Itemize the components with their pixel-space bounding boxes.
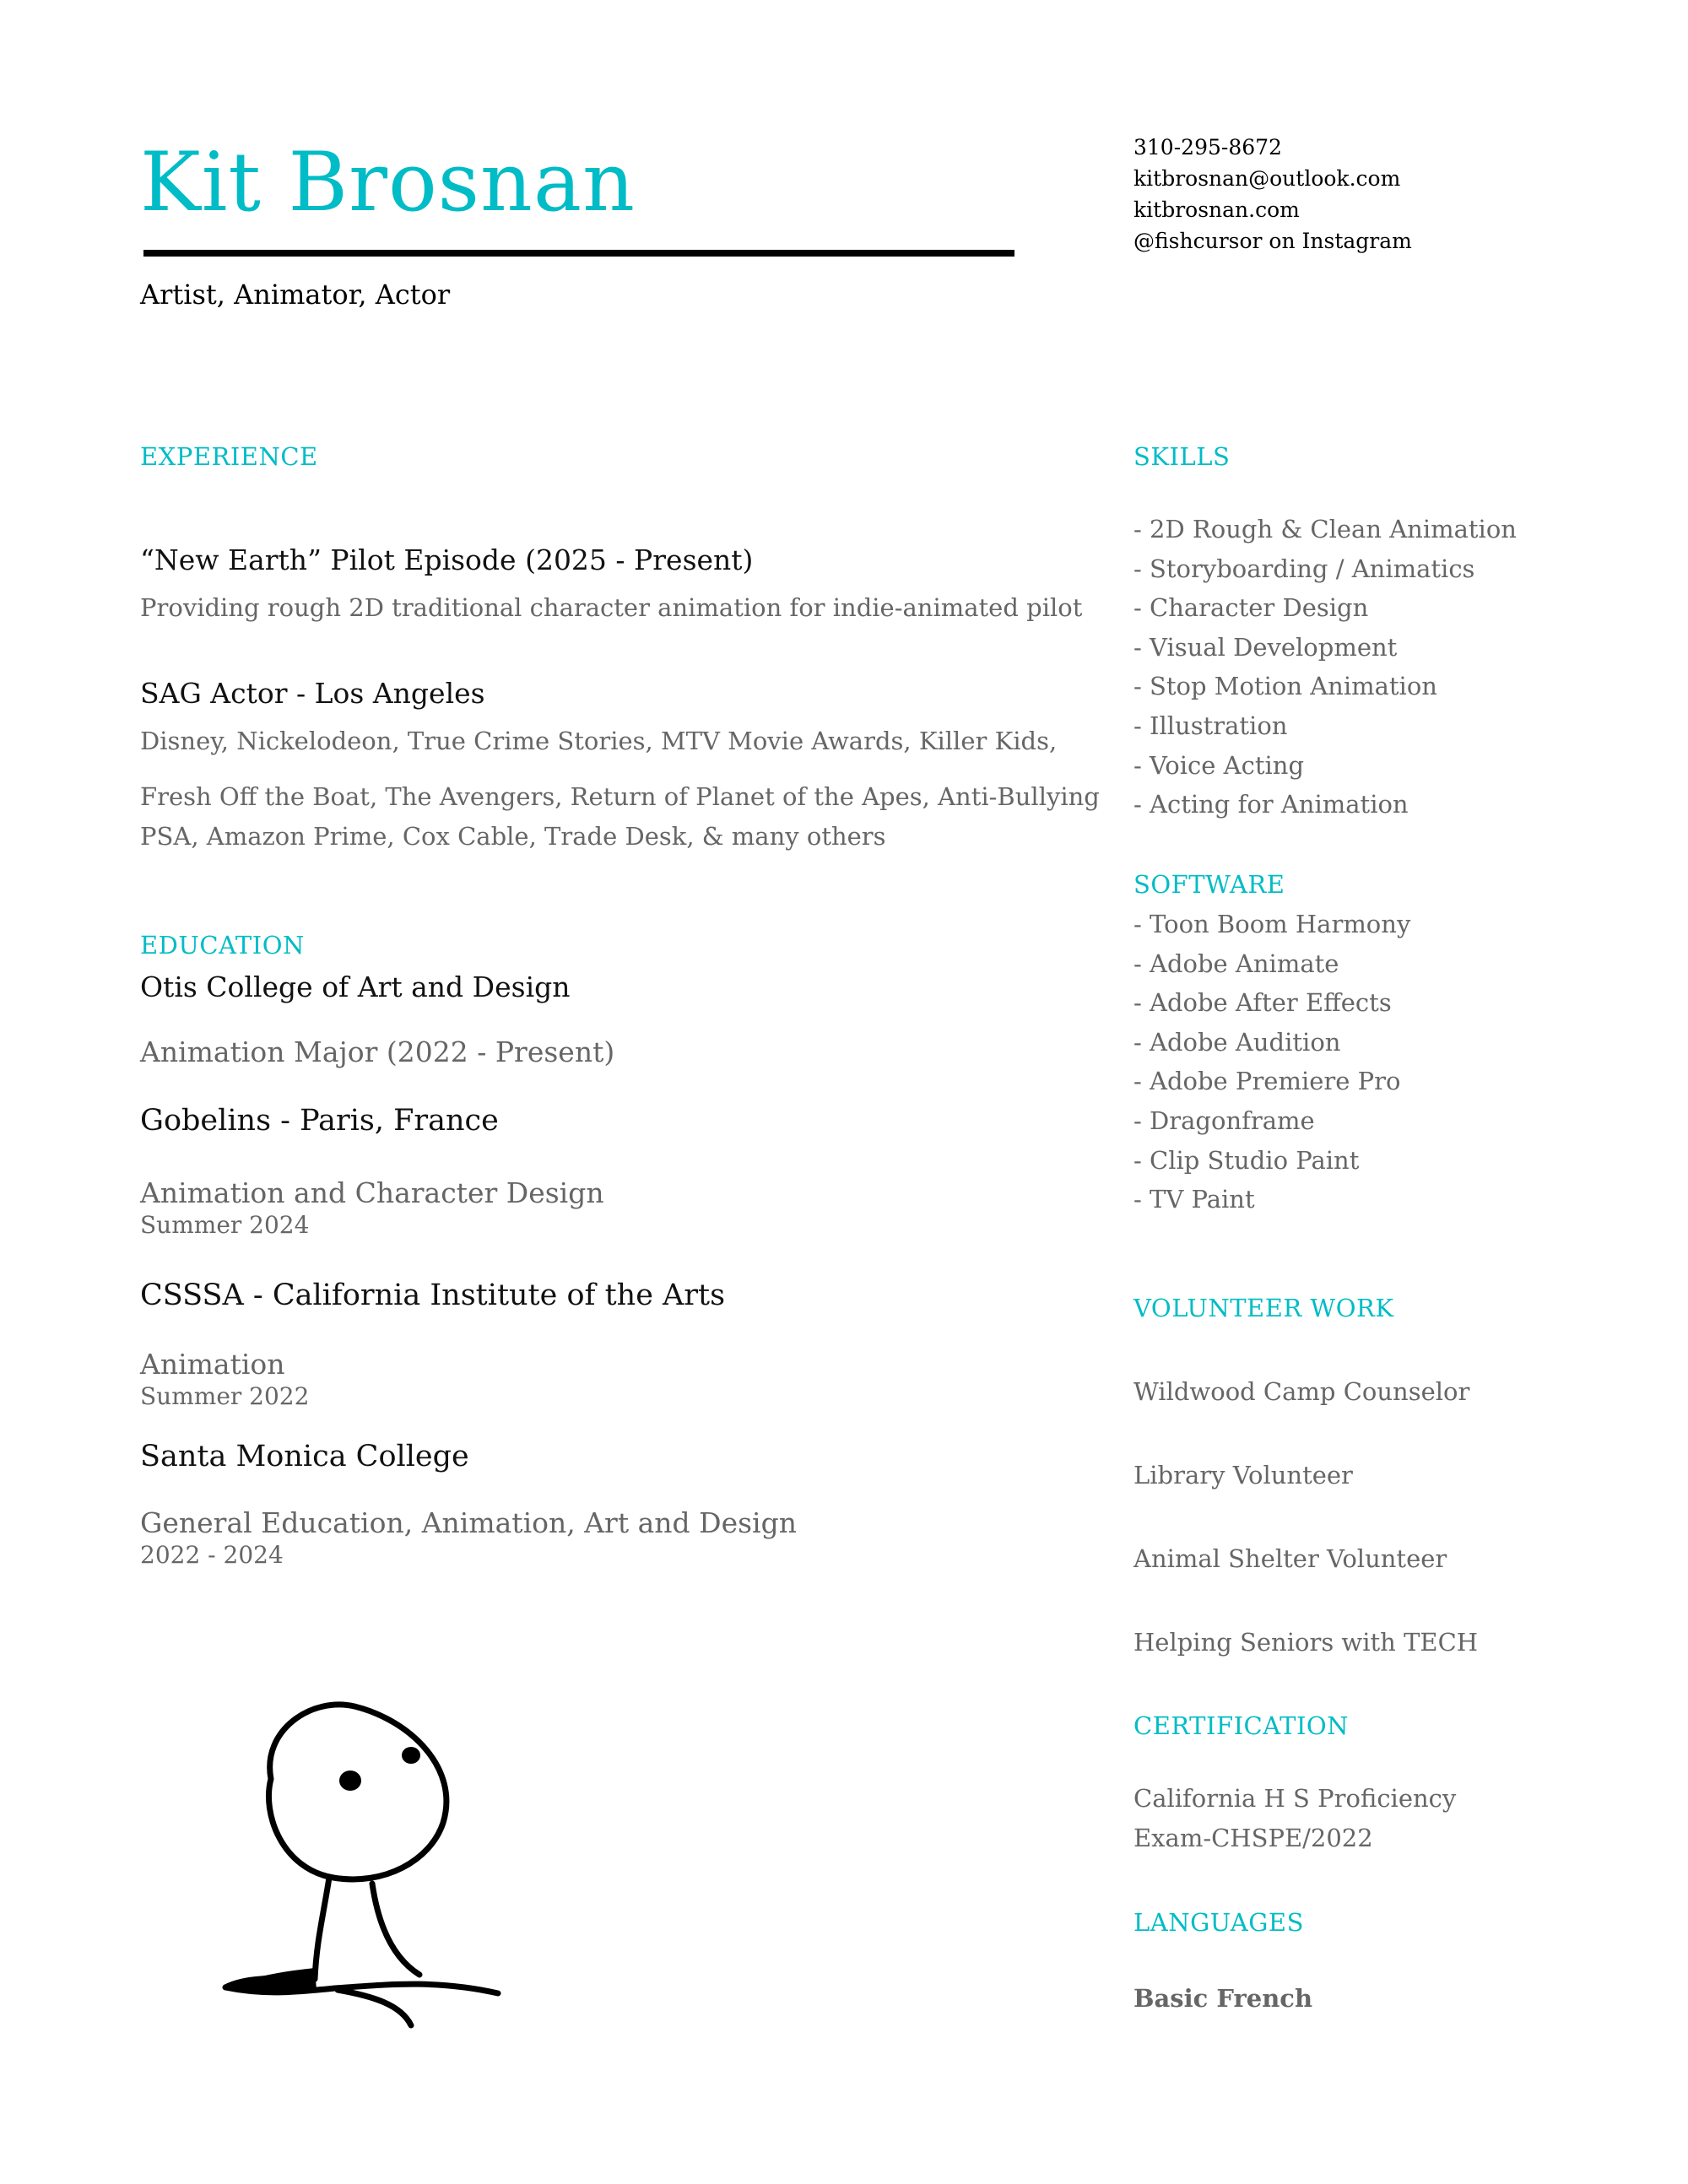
experience-heading: “New Earth” Pilot Episode (2025 - Present): [140, 543, 754, 576]
volunteer-item: Wildwood Camp Counselor: [1133, 1377, 1470, 1406]
list-item: - Toon Boom Harmony: [1133, 910, 1411, 938]
education-section-title: EDUCATION: [140, 931, 305, 960]
education-school: Otis College of Art and Design: [140, 970, 571, 1003]
list-item: - Stop Motion Animation: [1133, 672, 1437, 701]
education-program: Animation: [140, 1348, 285, 1381]
list-item: - Voice Acting: [1133, 750, 1305, 780]
certification-line: Exam-CHSPE/2022: [1133, 1824, 1373, 1852]
education-school: Santa Monica College: [140, 1440, 469, 1473]
list-item: - Adobe After Effects: [1133, 988, 1392, 1018]
experience-description: Disney, Nickelodeon, True Crime Stories, MTV Movie Awards, Killer Kids,: [140, 727, 1058, 755]
contact-phone: 310-295-8672: [1133, 135, 1282, 159]
education-program: General Education, Animation, Art and Design: [140, 1506, 797, 1539]
experience-heading: SAG Actor - Los Angeles: [140, 677, 485, 710]
education-date: Summer 2022: [140, 1382, 310, 1410]
education-date: 2022 - 2024: [140, 1541, 284, 1569]
skills-list: [1133, 510, 1517, 824]
certification-section-title: CERTIFICATION: [1133, 1711, 1350, 1740]
education-date: Summer 2024: [140, 1211, 310, 1239]
contact-block: [1133, 132, 1412, 257]
contact-website: kitbrosnan.com: [1133, 197, 1300, 222]
languages-section-title: LANGUAGES: [1133, 1908, 1304, 1937]
experience-description: Providing rough 2D traditional character animation for indie-animated pilot: [140, 593, 1083, 622]
list-item: - Adobe Premiere Pro: [1133, 1067, 1401, 1096]
experience-section-title: EXPERIENCE: [140, 442, 318, 471]
education-school: CSSSA - California Institute of the Arts: [140, 1279, 726, 1312]
stick-figure-illustration: [215, 1688, 519, 2042]
volunteer-item: Animal Shelter Volunteer: [1133, 1544, 1447, 1573]
candidate-subtitle: Artist, Animator, Actor: [140, 278, 451, 311]
software-list: [1133, 905, 1410, 1219]
volunteer-item: Library Volunteer: [1133, 1461, 1353, 1489]
list-item: - Storyboarding / Animatics: [1133, 554, 1475, 583]
education-program: Animation and Character Design: [140, 1176, 604, 1209]
list-item: - Adobe Audition: [1133, 1027, 1341, 1057]
education-school: Gobelins - Paris, France: [140, 1104, 499, 1138]
list-item: - TV Paint: [1133, 1185, 1255, 1214]
header-divider: [143, 250, 1014, 257]
certification-line: California H S Proficiency: [1133, 1784, 1457, 1813]
education-program: Animation Major (2022 - Present): [140, 1035, 615, 1068]
list-item: - 2D Rough & Clean Animation: [1133, 515, 1517, 543]
contact-email: kitbrosnan@outlook.com: [1133, 166, 1401, 191]
languages-value: Basic French: [1133, 1984, 1313, 2013]
volunteer-item: Helping Seniors with TECH: [1133, 1628, 1479, 1657]
skills-section-title: SKILLS: [1133, 442, 1231, 471]
candidate-name: Kit Brosnan: [140, 135, 636, 230]
volunteer-section-title: VOLUNTEER WORK: [1133, 1294, 1394, 1322]
contact-instagram: @fishcursor on Instagram: [1133, 229, 1412, 253]
list-item: - Clip Studio Paint: [1133, 1145, 1360, 1175]
software-section-title: SOFTWARE: [1133, 870, 1285, 899]
list-item: - Character Design: [1133, 593, 1369, 623]
list-item: - Adobe Animate: [1133, 949, 1339, 978]
list-item: - Dragonframe: [1133, 1106, 1315, 1135]
list-item: - Acting for Animation: [1133, 790, 1409, 819]
list-item: - Visual Development: [1133, 632, 1398, 662]
experience-description: Fresh Off the Boat, The Avengers, Return of Planet of the Apes, Anti-Bullying: [140, 782, 1100, 811]
experience-description: PSA, Amazon Prime, Cox Cable, Trade Desk, & many others: [140, 822, 886, 851]
list-item: - Illustration: [1133, 711, 1288, 740]
